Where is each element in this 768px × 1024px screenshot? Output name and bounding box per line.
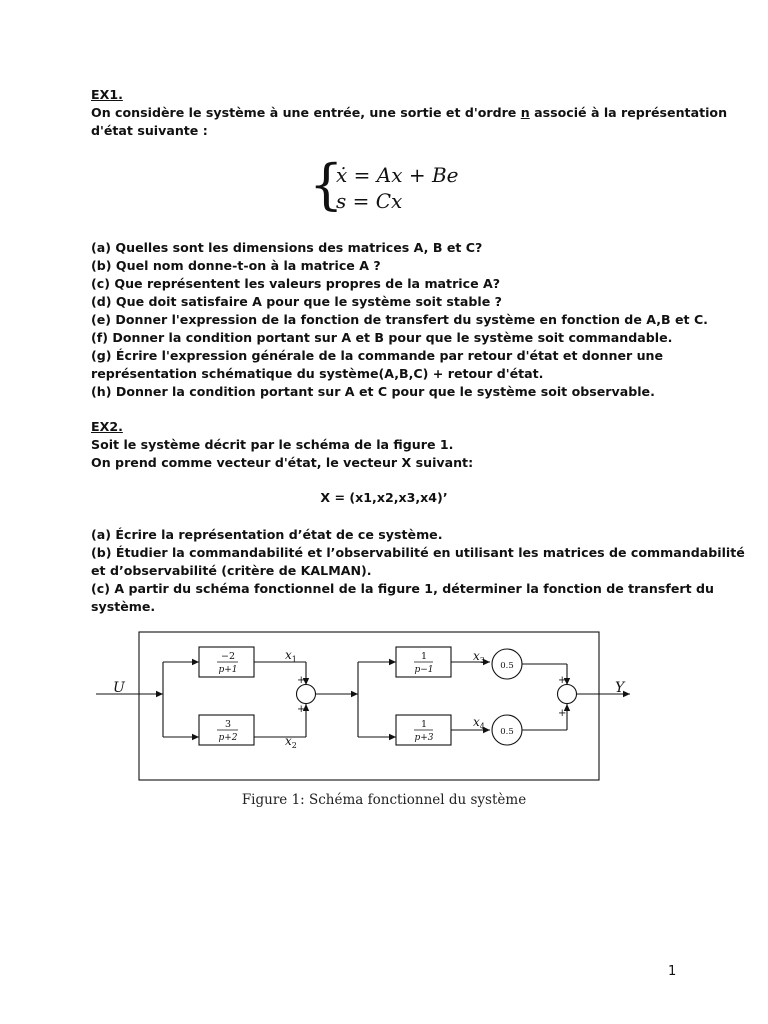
ex1-question-f: (f) Donner la condition portant sur A et B pour que le système soit commandable. — [91, 330, 673, 345]
ex2-question-c-cont: système. — [91, 599, 156, 614]
ex1-question-g-cont: représentation schématique du système(A,B,C) + retour d'état. — [91, 366, 544, 381]
ex2-intro-line1: Soit le système décrit par le schéma de la figure 1. — [91, 437, 454, 452]
block1-denominator: p+1 — [218, 665, 238, 675]
block1 — [199, 647, 254, 677]
sum2-plus-bottom: + — [558, 708, 567, 719]
block3-denominator: p−1 — [414, 665, 434, 675]
x2-label: $x_2$ — [285, 734, 297, 750]
ex1-question-e: (e) Donner l'expression de la fonction de transfert du système en fonction de A,B et C. — [91, 312, 708, 327]
block4-numerator: 1 — [420, 719, 428, 730]
input-label: U — [113, 680, 125, 696]
sum2-plus-top: + — [558, 675, 567, 686]
ex1-question-h: (h) Donner la condition portant sur A et C pour que le système soit observable. — [91, 384, 655, 399]
block2-numerator: 3 — [224, 719, 232, 730]
x3-label: $x_3$ — [473, 649, 485, 665]
block2 — [199, 715, 254, 745]
ex1-intro-line1 — [91, 104, 727, 122]
block2-denominator: p+2 — [218, 733, 238, 743]
block4 — [396, 715, 451, 745]
diagram-frame — [139, 632, 599, 780]
figure-caption: Figure 1: Schéma fonctionnel du système — [241, 792, 527, 808]
gain-top-value: 0.5 — [500, 661, 514, 671]
ex2-question-c: (c) A partir du schéma fonctionnel de la figure 1, déterminer la fonction de transfert du — [91, 581, 714, 596]
ex1-intro-line2: d'état suivante : — [91, 123, 208, 138]
sum1-plus-top: + — [297, 675, 306, 686]
page-number: 1 — [668, 964, 677, 979]
output-label: Y — [615, 680, 625, 696]
x1-label: $x_1$ — [285, 648, 297, 664]
block1-numerator: −2 — [220, 651, 236, 662]
sum1-plus-bottom: + — [297, 704, 306, 715]
state-vector: X = (x1,x2,x3,x4)’ — [320, 490, 448, 505]
ex1-question-g: (g) Écrire l'expression générale de la commande par retour d'état et donner une — [91, 348, 664, 363]
block4-denominator: p+3 — [414, 733, 434, 743]
gain-bottom — [492, 715, 522, 745]
equation-state: ẋ = Ax + Be — [336, 163, 459, 187]
ex2-question-b-cont: et d’observabilité (critère de KALMAN). — [91, 563, 372, 578]
gain-top — [492, 649, 522, 679]
ex1-intro-n: n — [520, 105, 530, 120]
ex1-intro-part1: On considère le système à une entrée, une sortie et d'ordre — [91, 105, 521, 120]
ex1-question-c: (c) Que représentent les valeurs propres de la matrice A? — [91, 276, 501, 291]
ex1-question-d: (d) Que doit satisfaire A pour que le système soit stable ? — [91, 294, 502, 309]
block3 — [396, 647, 451, 677]
gain-bottom-value: 0.5 — [500, 727, 514, 737]
ex1-intro-part2: associé à la représentation — [529, 105, 728, 120]
ex1-question-a: (a) Quelles sont les dimensions des matrices A, B et C? — [91, 240, 483, 255]
summing-junction-2 — [558, 685, 577, 704]
ex2-question-a: (a) Écrire la représentation d’état de ce système. — [91, 527, 443, 542]
x4-label: $x_4$ — [473, 715, 485, 731]
block3-numerator: 1 — [420, 651, 428, 662]
summing-junction-1 — [297, 685, 316, 704]
ex2-intro-line2: On prend comme vecteur d'état, le vecteur X suivant: — [91, 455, 474, 470]
ex2-question-b: (b) Étudier la commandabilité et l’observabilité en utilisant les matrices de commandabilité — [91, 545, 745, 560]
ex2-title: EX2. — [91, 419, 123, 434]
equation-brace: { — [309, 153, 344, 216]
equation-output: s = Cx — [336, 189, 403, 213]
ex1-question-b: (b) Quel nom donne-t-on à la matrice A ? — [91, 258, 381, 273]
ex1-title: EX1. — [91, 87, 123, 102]
